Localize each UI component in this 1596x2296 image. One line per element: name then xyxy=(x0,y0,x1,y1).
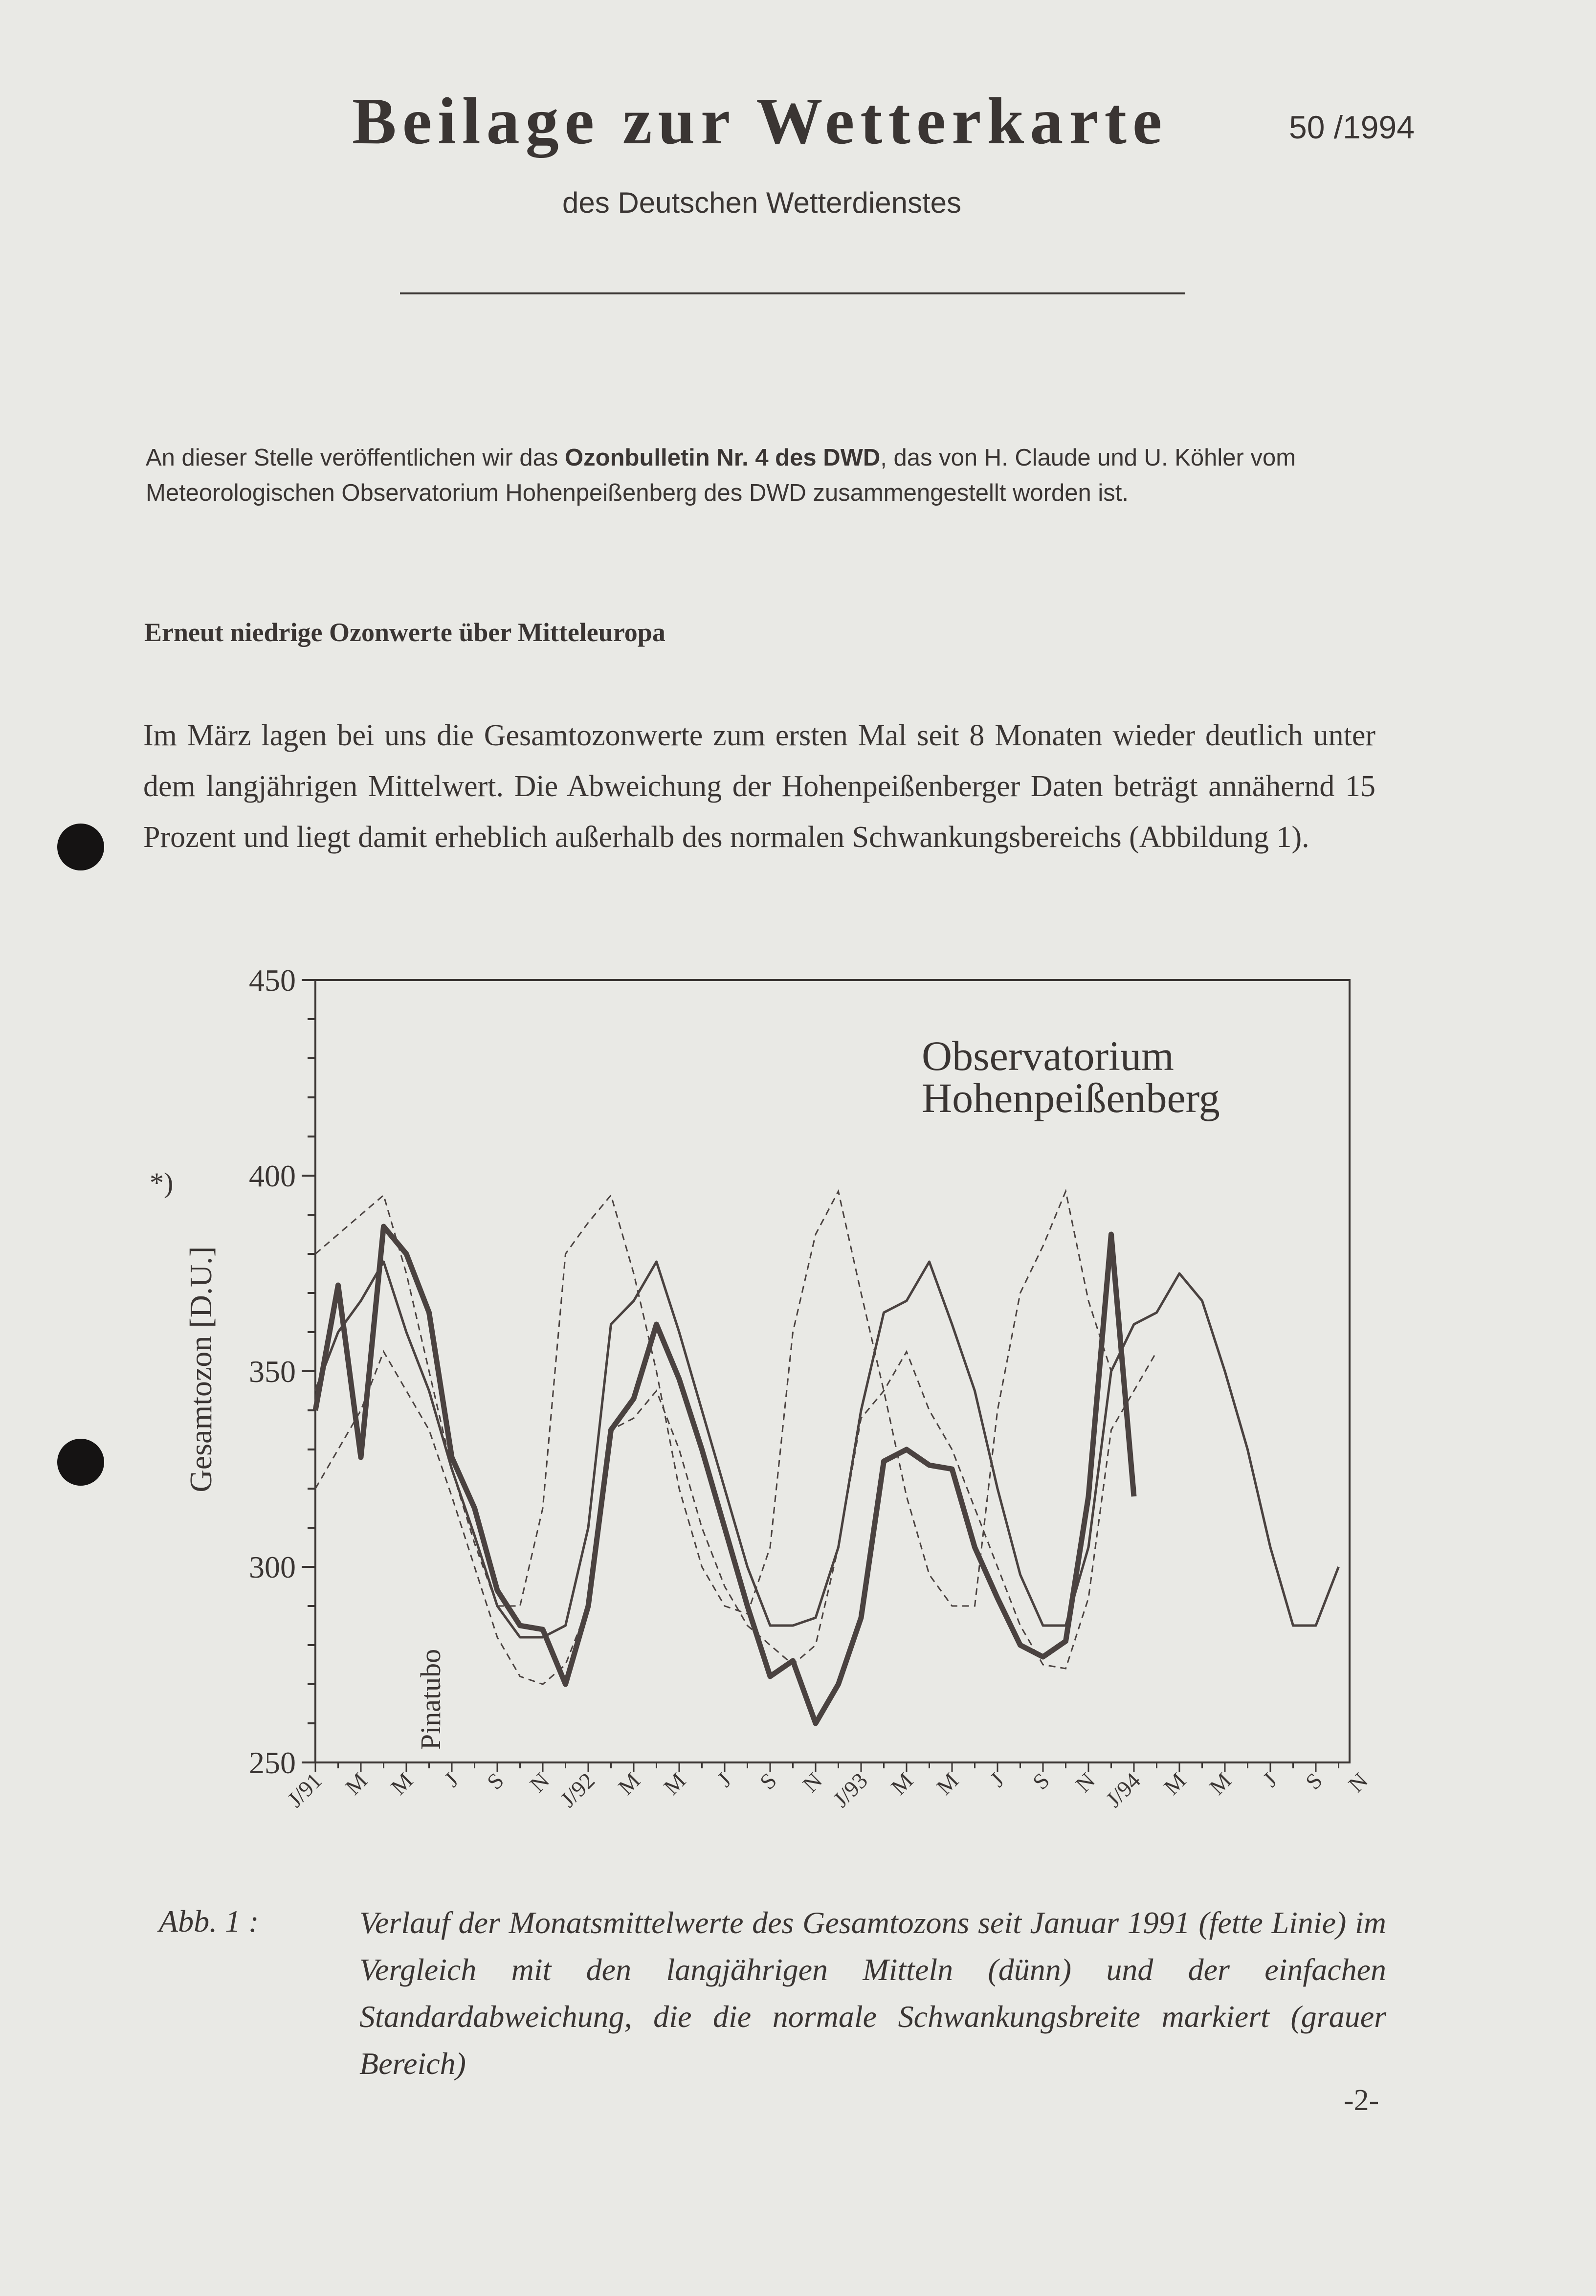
caption-label: Abb. 1 : xyxy=(159,1904,259,1939)
x-tick-label: J/91 xyxy=(282,1768,327,1812)
y-tick-label: 250 xyxy=(249,1745,296,1780)
pinatubo-annotation: Pinatubo xyxy=(415,1649,446,1750)
x-tick-label: M xyxy=(1159,1768,1191,1800)
x-tick-label: M xyxy=(1204,1768,1237,1800)
document-title: Beilage zur Wetterkarte xyxy=(352,85,1168,158)
footnote-mark: *) xyxy=(150,1167,174,1199)
y-axis xyxy=(249,963,315,1780)
document-subtitle: des Deutschen Wetterdienstes xyxy=(562,186,962,219)
intro-post: , das von H. Claude und U. Köhler vom Meteorologischen Observatorium Hohenpeißenberg des DWD zusammengestellt worden ist. xyxy=(146,445,1296,506)
x-tick-label: J xyxy=(1258,1768,1282,1792)
page-number: -2- xyxy=(1344,2084,1379,2117)
chart-title-line1: Observatorium xyxy=(922,1032,1174,1079)
x-tick-label: S xyxy=(1027,1768,1055,1795)
x-tick-label: J xyxy=(985,1768,1009,1792)
y-tick-label: 300 xyxy=(249,1550,296,1584)
x-tick-label: N xyxy=(525,1768,554,1797)
y-tick-label: 350 xyxy=(249,1354,296,1389)
x-tick-label: J/93 xyxy=(828,1768,873,1812)
intro-bold: Ozonbulletin Nr. 4 des DWD xyxy=(565,445,881,471)
x-tick-label: N xyxy=(1070,1768,1100,1797)
x-tick-label: N xyxy=(1343,1768,1373,1797)
x-tick-label: J xyxy=(712,1768,736,1792)
x-tick-label: M xyxy=(659,1768,691,1800)
article-heading: Erneut niedrige Ozonwerte über Mitteleuropa xyxy=(144,618,665,647)
x-tick-label: M xyxy=(340,1768,373,1800)
x-axis xyxy=(283,1762,1373,1812)
series-line-dashed xyxy=(315,1191,1111,1614)
series-line-bold xyxy=(315,1226,1134,1723)
x-tick-label: S xyxy=(1300,1768,1328,1795)
caption-text: Verlauf der Monatsmittelwerte des Gesamtozons seit Januar 1991 (fette Linie) im Vergleich mit den langjährigen Mitteln (dünn) und der einfachen Standardabweichung, die die normale Schwankungsbreite markiert (grauer Bereich) xyxy=(359,1905,1386,2081)
article-paragraph: Im März lagen bei uns die Gesamtozonwerte zum ersten Mal seit 8 Monaten wieder deutlich unter dem langjährigen Mittelwert. Die Abweichung der Hohenpeißenberger Daten beträgt annähernd 15 Prozent und liegt damit erheblich außerhalb des normalen Schwankungsbereichs (Abbildung 1). xyxy=(143,719,1375,854)
series-layer xyxy=(315,1191,1339,1723)
y-axis-label: Gesamtozon [D.U.] xyxy=(183,1246,218,1493)
issue-number: 50 /1994 xyxy=(1289,109,1415,145)
series-line-thin xyxy=(315,1262,1339,1637)
x-tick-label: J/92 xyxy=(555,1768,600,1812)
x-tick-label: N xyxy=(798,1768,827,1797)
x-tick-label: J xyxy=(439,1768,464,1792)
x-tick-label: S xyxy=(754,1768,782,1795)
intro-pre: An dieser Stelle veröffentlichen wir das xyxy=(146,445,565,471)
x-tick-label: M xyxy=(886,1768,918,1800)
y-tick-label: 400 xyxy=(249,1159,296,1193)
x-tick-label: M xyxy=(931,1768,964,1800)
x-tick-label: M xyxy=(613,1768,645,1800)
x-tick-label: M xyxy=(386,1768,418,1800)
y-tick-label: 450 xyxy=(249,963,296,998)
x-tick-label: S xyxy=(482,1768,509,1795)
chart-title-line2: Hohenpeißenberg xyxy=(922,1074,1220,1121)
x-tick-label: J/94 xyxy=(1101,1768,1146,1812)
